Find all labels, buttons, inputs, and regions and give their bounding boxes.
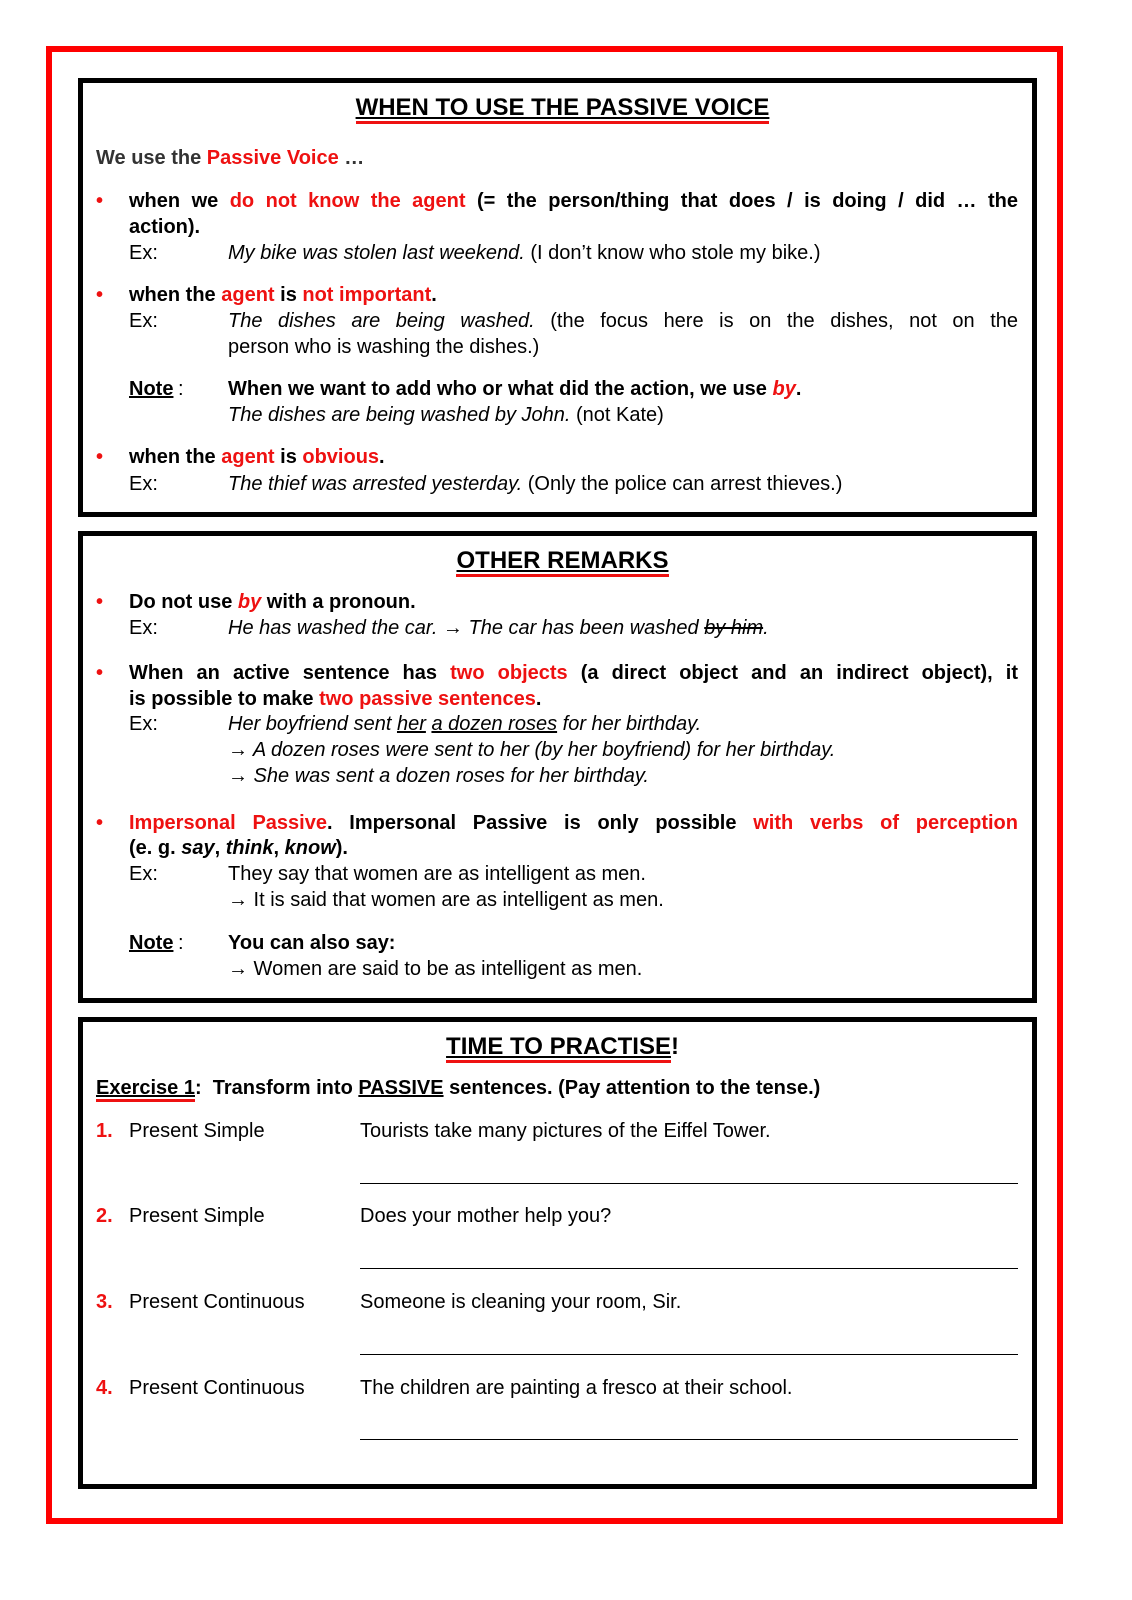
example: [228, 711, 701, 737]
text: We use the: [96, 147, 207, 169]
text: sentences. (Pay attention to the tense.): [443, 1077, 821, 1099]
example-passive-2: → She was sent a dozen roses for her birthday.: [228, 765, 649, 787]
text: is: [274, 446, 303, 468]
verb: say: [181, 837, 215, 859]
answer-line[interactable]: [360, 1439, 1018, 1440]
text: ).: [335, 837, 348, 859]
struck-text: by him: [704, 617, 764, 639]
item-sentence: Does your mother help you?: [360, 1205, 612, 1227]
item-tense: Present Simple: [129, 1120, 265, 1142]
verb: think: [225, 837, 274, 859]
text: .: [379, 446, 385, 468]
bullet-1-line-2: action).: [129, 216, 201, 238]
text: ,: [273, 837, 285, 859]
bullet-icon: •: [96, 284, 104, 306]
intro-line: [96, 145, 364, 171]
ex-label: Ex:: [129, 617, 158, 639]
example-sentence: The dishes are being washed.: [228, 310, 535, 332]
text: …: [338, 147, 365, 169]
example-comment: person who is washing the dishes.): [228, 336, 540, 358]
highlight: by: [772, 378, 796, 400]
example-comment: (I don’t know who stole my bike.): [524, 242, 821, 264]
item-sentence: The children are painting a fresco at their school.: [360, 1377, 793, 1399]
item-number: 4.: [96, 1377, 113, 1399]
remark-1: [129, 589, 416, 615]
note-example: → Women are said to be as intelligent as men.: [228, 958, 643, 980]
text: When we want to add who or what did the action, we use: [228, 378, 773, 400]
bullet-1-line-1: [129, 188, 1018, 214]
example-passive-1: → A dozen roses were sent to her (by her boyfriend) for her birthday.: [228, 739, 836, 761]
example: [228, 615, 769, 641]
answer-line[interactable]: [360, 1354, 1018, 1355]
item-sentence: Someone is cleaning your room, Sir.: [360, 1291, 682, 1313]
indirect-object: her: [396, 713, 426, 735]
text: .: [431, 284, 437, 306]
example: [228, 471, 842, 497]
bullet-icon: •: [96, 662, 104, 684]
answer-line[interactable]: [360, 1183, 1018, 1184]
example-comment: (Only the police can arrest thieves.): [522, 473, 843, 495]
item-tense: Present Simple: [129, 1205, 265, 1227]
note-example: [228, 402, 664, 428]
remark-2-line-1: [129, 660, 1018, 686]
title-exclamation: !: [670, 1033, 679, 1060]
text: .: [795, 378, 802, 400]
note-colon: :: [178, 378, 184, 400]
example: → It is said that women are as intelligent as men.: [228, 889, 664, 911]
text: ,: [214, 837, 226, 859]
item-tense: Present Continuous: [129, 1291, 305, 1313]
text: is possible to make: [129, 688, 320, 710]
highlight: obvious: [302, 446, 380, 468]
text: .: [535, 688, 542, 710]
text: with a pronoun.: [261, 591, 416, 613]
title-text: OTHER REMARKS: [456, 547, 668, 577]
example-sentence: The dishes are being washed by John.: [228, 404, 571, 426]
verb: know: [284, 837, 336, 859]
text: (a direct object and an indirect object), it: [567, 662, 1019, 684]
item-number: 1.: [96, 1120, 113, 1142]
text: .: [763, 617, 769, 639]
bullet-icon: •: [96, 446, 104, 468]
section-title: [83, 93, 1042, 123]
emphasis: PASSIVE: [358, 1077, 444, 1099]
item-number: 3.: [96, 1291, 113, 1313]
section-title: [83, 1032, 1042, 1062]
highlight: with verbs of perception: [753, 812, 1018, 834]
text: Transform into: [201, 1077, 359, 1099]
direct-object: a dozen roses: [431, 713, 558, 735]
text: for her birthday.: [557, 713, 702, 735]
item-tense: Present Continuous: [129, 1377, 305, 1399]
text: (= the person/thing that does / is doing / did … the: [465, 190, 1019, 212]
highlight: two objects: [450, 662, 568, 684]
example: They say that women are as intelligent as men.: [228, 863, 646, 885]
example-sentence: The thief was arrested yesterday.: [228, 473, 523, 495]
answer-line[interactable]: [360, 1268, 1018, 1269]
text: When an active sentence has: [129, 662, 451, 684]
highlight: Impersonal Passive: [129, 812, 327, 834]
remark-2-line-2: [129, 686, 541, 712]
item-sentence: Tourists take many pictures of the Eiffel Tower.: [360, 1120, 771, 1142]
highlight: do not know the agent: [229, 190, 466, 212]
text: Do not use: [129, 591, 238, 613]
text: He has washed the car. → The car has been washed: [228, 617, 705, 639]
text: when the: [129, 446, 222, 468]
text: Her boyfriend sent: [228, 713, 397, 735]
note-text: [228, 376, 801, 402]
highlight: by: [237, 591, 262, 613]
text: when the: [129, 284, 222, 306]
bullet-2-line-1: [129, 282, 437, 308]
text: :: [194, 1077, 202, 1099]
note-colon: :: [178, 932, 184, 954]
title-text: WHEN TO USE THE PASSIVE VOICE: [356, 94, 770, 124]
ex-label: Ex:: [129, 242, 158, 264]
ex-label: Ex:: [129, 473, 158, 495]
title-text: TIME TO PRACTISE: [446, 1033, 671, 1063]
ex-label: Ex:: [129, 863, 158, 885]
example: [228, 308, 1018, 334]
highlight: agent: [221, 446, 275, 468]
example-sentence: My bike was stolen last weekend.: [228, 242, 525, 264]
note-label: Note: [129, 932, 174, 954]
remark-3-line-1: [129, 810, 1018, 836]
bullet-icon: •: [96, 190, 104, 212]
bullet-icon: •: [96, 812, 104, 834]
bullet-3-line-1: [129, 444, 385, 470]
text: when we: [129, 190, 230, 212]
exercise-heading: [96, 1075, 820, 1101]
exercise-label: Exercise 1: [96, 1077, 195, 1102]
highlight: not important: [302, 284, 432, 306]
item-number: 2.: [96, 1205, 113, 1227]
example-comment: (the focus here is on the dishes, not on the: [534, 310, 1018, 332]
note-text: You can also say:: [228, 932, 396, 954]
remark-3-line-2: [129, 835, 348, 861]
ex-label: Ex:: [129, 713, 158, 735]
highlight: agent: [221, 284, 275, 306]
note-label: Note: [129, 378, 174, 400]
text: . Impersonal Passive is only possible: [326, 812, 754, 834]
example: [228, 240, 821, 266]
text: (e. g.: [129, 837, 182, 859]
bullet-icon: •: [96, 591, 104, 613]
ex-label: Ex:: [129, 310, 158, 332]
example-comment: (not Kate): [570, 404, 664, 426]
section-title: [83, 546, 1042, 576]
highlight: Passive Voice: [206, 147, 339, 169]
highlight: two passive sentences: [319, 688, 536, 710]
text: is: [274, 284, 303, 306]
